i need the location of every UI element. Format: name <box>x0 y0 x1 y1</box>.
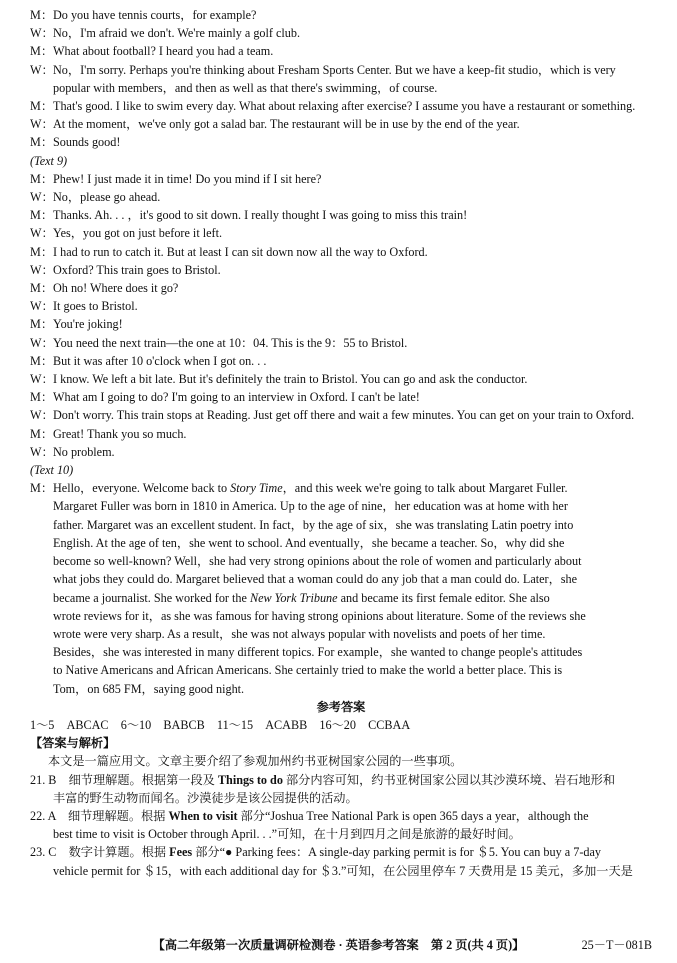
monologue: M：Hello，everyone. Welcome back to Story Time，and this week we're going to talk about Margaret Fuller. Margaret Fuller was born in 1810 in America. Up to the age of nine，her education was at home with her father. Margaret was an excellent student. In fact，by the age of six，she was translating Latin poetry into English. At the age of ten，she went to school. And eventually，she became a teacher. So，why did she become so well-known? Well，she had very strong opinions about the role of women and particularly about what jobs they could do. Margaret believed that a woman could do any job that a man could do. Later，she became a journalist. She worked for the New York Tribune and became its first female editor. She also wrote reviews for it，as she was famous for having strong opinions about literature. Some of the reviews she wrote were very sharp. As a result，she was not always popular with novelists and poets of her time. Besides，she was interested in many different topics. For example，she wanted to change people's attitudes to Native Americans and African Americans. She certainly tried to make the world a better place. This is Tom，on 685 FM，saying good night. <box>30 481 586 696</box>
speaker-label: M： <box>30 281 54 296</box>
dialogue-line: M：You're joking! <box>30 315 652 333</box>
dialogue-line: M：That's good. I like to swim every day. What about relaxing after exercise? I assume you have a restaurant or something. <box>30 97 652 115</box>
analysis-title: 【答案与解析】 <box>30 736 116 751</box>
speaker-label: W： <box>30 299 54 314</box>
footer-title: 【高二年级第一次质量调研检测卷 · 英语参考答案 第 2 页(共 4 页)】 <box>152 938 525 952</box>
page-content <box>30 6 652 880</box>
speaker-label: M： <box>30 8 54 22</box>
dialogue-line: W：No，I'm sorry. Perhaps you're thinking about Fresham Sports Center. But we have a keep-fit studio，which is very popular with members，and then as well as that there's swimming，of course. <box>30 62 616 95</box>
dialogue-line: W：Don't worry. This train stops at Reading. Just get off there and wait a few minutes. You can get on your train to Oxford. <box>30 406 652 424</box>
dialogue-line: W：No，please go ahead. <box>30 188 652 206</box>
page-footer <box>0 936 677 953</box>
speaker-label: M： <box>30 171 54 186</box>
speaker-label: W： <box>30 444 54 459</box>
passage-intro: 本文是一篇应用文。文章主要介绍了参观加州约书亚树国家公园的一些事项。 <box>48 754 463 769</box>
dialogue-line: W：No，I'm afraid we don't. We're mainly a golf club. <box>30 24 652 42</box>
dialogue-line: W：Oxford? This train goes to Bristol. <box>30 261 652 279</box>
speaker-label: W： <box>30 117 54 132</box>
dialogue-line: W：You need the next train—the one at 10：04. This is the 9：55 to Bristol. <box>30 334 652 352</box>
speaker-label: M： <box>30 353 54 368</box>
speaker-label: W： <box>30 190 54 205</box>
speaker-label: W： <box>30 408 54 423</box>
speaker-label: W： <box>30 226 54 241</box>
speaker-label: W： <box>30 62 54 77</box>
dialogue-line: W：It goes to Bristol. <box>30 297 652 315</box>
text-9-label: (Text 9) <box>30 153 68 168</box>
dialogue-line: M：Sounds good! <box>30 133 652 151</box>
explanation-23: 23. C 数字计算题。根据 Fees 部分“● Parking fees：A single-day parking permit is for ＄5. You can buy a 7-day vehicle permit for ＄15，with each additional day for ＄3.”可知，在公园里停车 7 天费用是 15 美元，多加一天是 <box>30 845 633 878</box>
speaker-label: M： <box>30 208 54 223</box>
dialogue-section-2 <box>30 170 652 461</box>
dialogue-line: W：I know. We left a bit late. But it's definitely the train to Bristol. You can go and ask the conductor. <box>30 370 652 388</box>
dialogue-line: W：At the moment，we've only got a salad bar. The restaurant will be in use by the end of the year. <box>30 115 652 133</box>
dialogue-line: M：Great! Thank you so much. <box>30 425 652 443</box>
speaker-label: M： <box>30 99 54 114</box>
dialogue-line: W：Yes，you got on just before it left. <box>30 224 652 242</box>
dialogue-line: M：I had to run to catch it. But at least I can sit down now all the way to Oxford. <box>30 243 652 261</box>
speaker-label: W： <box>30 372 54 387</box>
dialogue-line: M：Thanks. Ah. . . ，it's good to sit down. I really thought I was going to miss this train! <box>30 206 652 224</box>
dialogue-line: M：Phew! I just made it in time! Do you mind if I sit here? <box>30 170 652 188</box>
dialogue-line: M：But it was after 10 o'clock when I got on. . . <box>30 352 652 370</box>
speaker-label: M： <box>30 317 54 332</box>
explanation-22: 22. A 细节理解题。根据 When to visit 部分“Joshua Tree National Park is open 365 days a year，although the best time to visit is October through April. . .”可知，在十月到四月之间是旅游的最好时间。 <box>30 808 589 842</box>
dialogue-line: M：Oh no! Where does it go? <box>30 279 652 297</box>
dialogue-line: W：No problem. <box>30 443 652 461</box>
speaker-label: M： <box>30 44 54 59</box>
speaker-label: M： <box>30 390 54 405</box>
footer-code: 25－T－081B <box>581 938 652 952</box>
speaker-label: M： <box>30 135 54 150</box>
text-10-label: (Text 10) <box>30 463 74 478</box>
speaker-label: W： <box>30 335 54 350</box>
explanation-21: 21. B 细节理解题。根据第一段及 Things to do 部分内容可知，约书亚树国家公园以其沙漠环境、岩石地形和 丰富的野生动物而闻名。沙漠徒步是该公园提供的活动。 <box>30 772 616 805</box>
dialogue-section-1 <box>30 6 652 152</box>
speaker-label: W： <box>30 26 54 41</box>
speaker-label: M： <box>30 426 54 441</box>
speaker-label: W： <box>30 262 54 277</box>
speaker-label: M： <box>30 481 54 496</box>
answer-key: 1～5 ABCAC 6～10 BABCB 11～15 ACABB 16～20 CCBAA <box>30 717 411 732</box>
speaker-label: M： <box>30 244 54 259</box>
dialogue-line: M：What am I going to do? I'm going to an interview in Oxford. I can't be late! <box>30 388 652 406</box>
answers-title: 参考答案 <box>316 699 366 714</box>
dialogue-line: M：What about football? I heard you had a team. <box>30 42 652 60</box>
dialogue-line: M：Do you have tennis courts，for example? <box>30 6 652 24</box>
